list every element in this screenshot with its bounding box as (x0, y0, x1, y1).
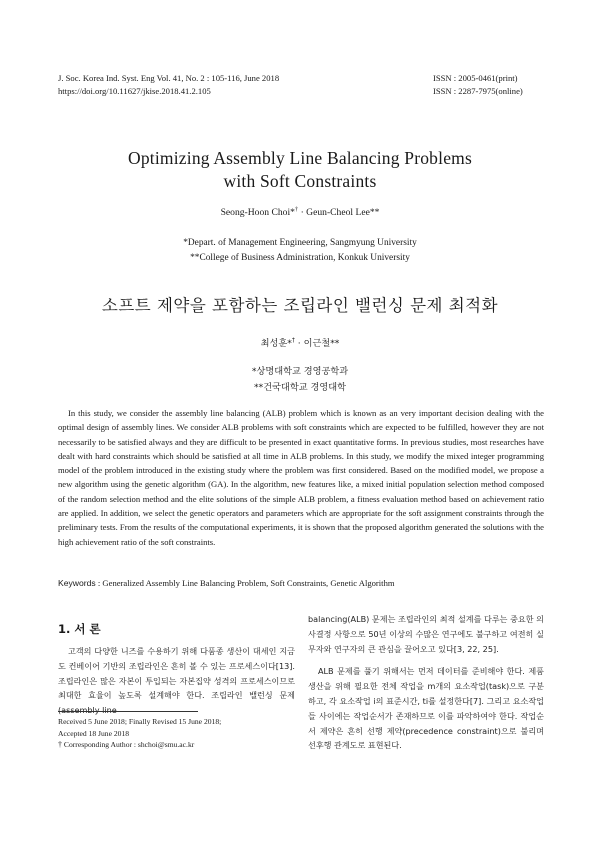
paper-title-ko: 소프트 제약을 포함하는 조립라인 밸런싱 문제 최적화 (101, 296, 499, 315)
corresponding-author-text: Corresponding Author : shchoi@smu.ac.kr (62, 740, 195, 750)
corresponding-mark: † (294, 206, 299, 213)
keywords-separator: : (95, 578, 103, 588)
authors-ko (0, 335, 600, 349)
affiliation-2: **College of Business Administration, Konkuk University (190, 253, 410, 263)
section-heading-introduction: 1. 서 론 (58, 622, 101, 636)
author-separator-ko: · (294, 338, 304, 349)
received-date: Received 5 June 2018; Finally Revised 15 June 2018; (58, 717, 222, 726)
author-separator: · (298, 207, 307, 219)
journal-citation: J. Soc. Korea Ind. Syst. Eng Vol. 41, No. 2 : 105-116, June 2018 (58, 73, 280, 83)
author-2: Geun-Cheol Lee** (306, 207, 380, 219)
corresponding-author (58, 739, 298, 751)
issn-block (433, 72, 523, 98)
doi-link[interactable]: https://doi.org/10.11627/jkise.2018.41.2.105 (58, 86, 211, 96)
footnotes (58, 716, 298, 751)
author-1-ko: 최성훈* (260, 338, 292, 349)
dagger-mark: † (58, 740, 62, 750)
issn-online: ISSN : 2287-7975(online) (433, 86, 523, 96)
affiliations-ko (0, 364, 600, 396)
authors-en (0, 206, 600, 218)
title-line-1: Optimizing Assembly Line Balancing Problems (128, 148, 472, 168)
body-column-right (308, 612, 544, 753)
journal-header (58, 72, 279, 98)
affiliations-en (0, 236, 600, 266)
affiliation-1: *Depart. of Management Engineering, Sangmyung University (183, 238, 417, 248)
paper-title-en (0, 147, 600, 193)
affiliation-2-ko: **건국대학교 경영대학 (254, 382, 346, 393)
keywords-text: Generalized Assembly Line Balancing Problem, Soft Constraints, Genetic Algorithm (102, 578, 395, 588)
keywords-label: Keywords (58, 578, 96, 588)
abstract: In this study, we consider the assembly line balancing (ALB) problem which is known as an very important decision dealing with the optimal design of assembly lines. We consider ALB problems with soft constraints which are expected to be fulfilled, however they are not necessarily to be satisfied always and they are difficult to be presented in exact quantitative forms. In previous studies, most researches have dealt with hard constraints which should be satisfied at all time in ALB problems. In this study, we modify the mixed integer programming model of the problem introduced in the existing study where the problem was first considered. Based on the modified model, we propose a new algorithm using the genetic algorithm (GA). In the algorithm, new features like, a mixed initial population selection method composed of the random selection method and the elite solutions of the simple ALB problem, a fitness evaluation method based on achievement ratio are applied. In addition, we select the genetic operators and parameters which are appropriate for the soft assignment constraints through the preliminary tests. From the results of the computational experiments, it is shown that the proposed algorithm generated the solutions with the high achievement ratio of the soft constraints. (58, 408, 544, 547)
corresponding-mark-ko: † (291, 336, 295, 344)
paragraph: ALB 문제를 풀기 위해서는 먼저 데이터를 준비해야 한다. 제품 생산을 위해 필요한 전체 작업을 m개의 요소작업(task)으로 구분하고, 각 요소작업 i의 표준시간, ti를 설정한다[7]. 그리고 요소작업들 사이에는 작업순서가 존재하므로 이를 파악하여야 한다. 작업순서 제약은 흔히 선행 제약(precedence constraint)으로 불리며 선후행 관계도로 표현된다. (308, 666, 544, 751)
affiliation-1-ko: *상명대학교 경영공학과 (251, 366, 349, 377)
footnote-divider (58, 711, 198, 712)
title-line-2: with Soft Constraints (223, 171, 377, 191)
paragraph: balancing(ALB) 문제는 조립라인의 최적 설계를 다루는 중요한 의사결정 사항으로 50년 이상의 수많은 연구에도 불구하고 여전히 실무자와 연구자의 큰 관심을 끌어오고 있다[3, 22, 25]. (308, 614, 544, 654)
author-1: Seong-Hoon Choi* (220, 207, 295, 219)
accepted-date: Accepted 18 June 2018 (58, 728, 130, 738)
paragraph: 고객의 다양한 니즈를 수용하기 위해 다품종 생산이 대세인 지금도 컨베이어 기반의 조립라인은 흔히 볼 수 있는 프로세스이다[13]. 조립라인은 많은 자본이 투입되는 자본집약 성격의 프로세스이므로 최대한 효율이 높도록 설계해야 한다. 조립라인 밸런싱 문제(assembly line (58, 646, 295, 716)
keywords (58, 578, 544, 588)
author-2-ko: 이근철** (303, 338, 340, 349)
body-column-left (58, 644, 295, 718)
issn-print: ISSN : 2005-0461(print) (433, 73, 518, 83)
